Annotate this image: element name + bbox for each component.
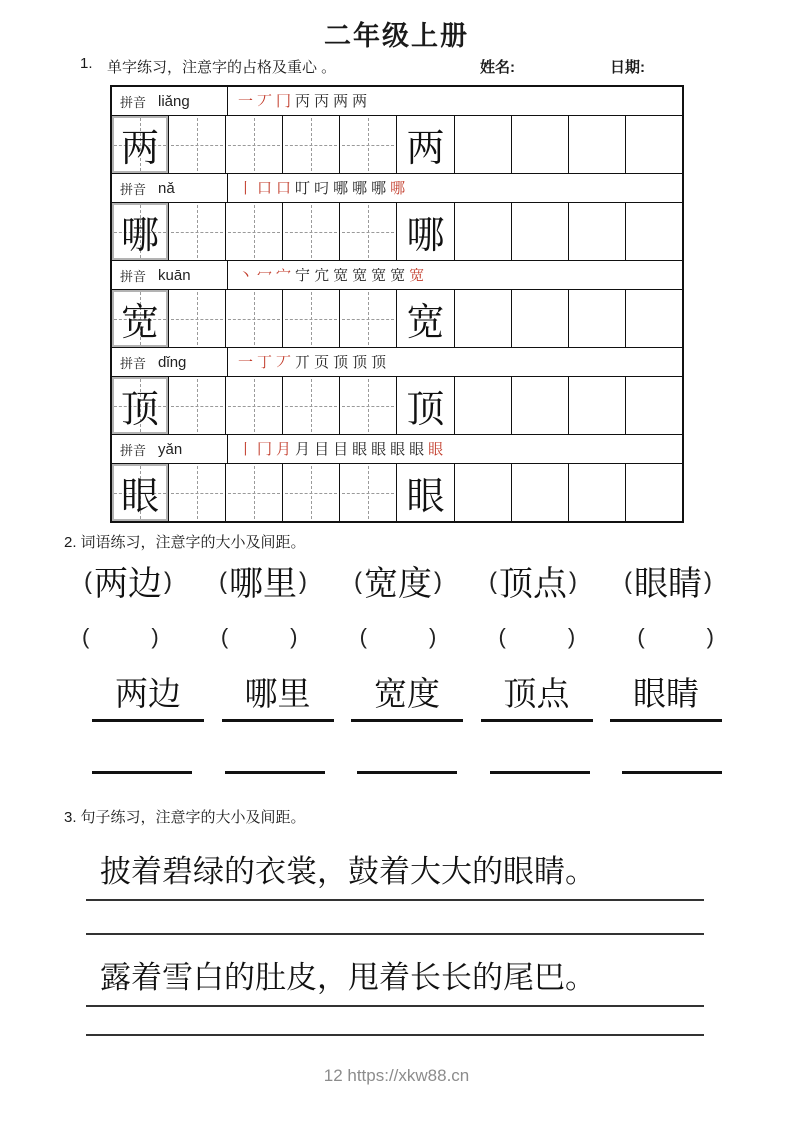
stroke-step: 宽 (390, 267, 406, 283)
stroke-step: 丌 (295, 354, 311, 370)
practice-cell (340, 290, 397, 347)
footer-watermark: 12 https://xkw88.cn (323, 1066, 470, 1085)
stroke-step: 目 (314, 441, 330, 457)
practice-cell (226, 203, 283, 260)
close-paren: ) (164, 568, 172, 595)
stroke-step: 宁 (295, 267, 311, 283)
practice-cell (112, 464, 169, 521)
empty-parens-row (82, 624, 714, 650)
practice-cell (455, 377, 512, 434)
stroke-step: 页 (314, 354, 330, 370)
practice-cell (283, 116, 340, 173)
stroke-step: 丶 (238, 267, 254, 283)
practice-cell (455, 203, 512, 260)
stroke-order-cell (228, 94, 682, 109)
stroke-step: 一 (238, 354, 254, 370)
practice-cell (112, 290, 169, 347)
paren-word (352, 556, 444, 605)
practice-cell (283, 203, 340, 260)
stroke-step: 丨 (238, 180, 254, 196)
stroke-step: 口 (257, 180, 273, 196)
stroke-step: 两 (352, 93, 368, 109)
empty-paren-slot (221, 624, 298, 650)
empty-paren-slot (82, 624, 159, 650)
stroke-step: 眼 (390, 441, 406, 457)
practice-cell (226, 464, 283, 521)
section-1-title: 单字练习，注意字的占格及重心 。 (107, 59, 337, 76)
stroke-step: 眼 (371, 441, 387, 457)
stroke-order-cell (228, 355, 682, 370)
practice-cell (397, 290, 454, 347)
pinyin-row (112, 348, 682, 377)
close-paren: ) (428, 624, 437, 649)
stroke-step: 丆 (276, 354, 292, 370)
demo-character: 眼 (121, 474, 160, 518)
stroke-step: 丁 (257, 354, 273, 370)
practice-grid-row (112, 290, 682, 348)
pinyin-row (112, 174, 682, 203)
practice-cell (512, 116, 569, 173)
practice-cell (455, 464, 512, 521)
practice-cell (112, 377, 169, 434)
close-paren: ) (706, 624, 714, 649)
stroke-step: 叮 (295, 180, 311, 196)
open-paren: ( (637, 624, 645, 649)
stroke-step: 眼 (352, 441, 368, 457)
stroke-step: 哪 (352, 180, 368, 196)
section-1-number: 1. (80, 55, 93, 72)
practice-cell (626, 377, 682, 434)
demo-character: 眼 (406, 474, 445, 518)
stroke-order-cell (228, 442, 682, 457)
pinyin-row (112, 435, 682, 464)
practice-cell (397, 377, 454, 434)
practice-cell (512, 464, 569, 521)
character-block (112, 174, 682, 261)
section-3-title: 句子练习，注意字的大小及间距。 (80, 809, 306, 826)
pinyin-row (112, 261, 682, 290)
section-3-number: 3. (64, 809, 77, 826)
practice-cell (226, 377, 283, 434)
practice-cell (455, 290, 512, 347)
underlined-word: 哪里 (222, 668, 334, 722)
sentence-line-1: 披着碧绿的衣裳，鼓着大大的眼睛。 (86, 840, 704, 901)
practice-cell (569, 203, 626, 260)
practice-cell (569, 464, 626, 521)
close-paren: ) (299, 568, 307, 595)
stroke-step: 宽 (371, 267, 387, 283)
close-paren: ) (434, 568, 442, 595)
pinyin-text: liǎng (158, 92, 190, 110)
stroke-step: 哪 (333, 180, 349, 196)
stroke-step: 宀 (276, 267, 292, 283)
pinyin-text: kuān (158, 266, 191, 284)
underlined-words-row (92, 668, 722, 722)
pinyin-label-cell (112, 348, 228, 376)
practice-cell (169, 290, 226, 347)
underlined-word: 宽度 (351, 668, 463, 722)
demo-character: 顶 (406, 387, 445, 431)
stroke-step: 眼 (428, 441, 444, 457)
stroke-step: 宽 (352, 267, 368, 283)
stroke-step: 顶 (371, 354, 387, 370)
practice-cell (626, 203, 682, 260)
character-block (112, 261, 682, 348)
section-2-title: 词语练习，注意字的大小及间距。 (80, 534, 306, 551)
practice-cell (169, 464, 226, 521)
stroke-step: 一 (238, 93, 254, 109)
stroke-step: 口 (276, 180, 292, 196)
underlined-word: 眼睛 (610, 668, 722, 722)
date-label: 日期: (610, 59, 645, 76)
practice-grid-row (112, 116, 682, 174)
close-paren: ) (290, 624, 298, 649)
stroke-step: 冂 (257, 441, 273, 457)
practice-cell (512, 290, 569, 347)
practice-cell (626, 116, 682, 173)
pinyin-label: 拼音 (120, 181, 147, 197)
practice-grid-row (112, 377, 682, 435)
empty-paren-slot (498, 624, 575, 650)
pinyin-text: yǎn (158, 440, 183, 458)
practice-cell (340, 116, 397, 173)
paren-word (217, 556, 309, 605)
demo-character: 哪 (121, 213, 160, 257)
pinyin-label-cell (112, 435, 228, 463)
word-text: 哪里 (229, 564, 297, 604)
practice-cell (283, 377, 340, 434)
pinyin-text: nǎ (158, 179, 175, 197)
close-paren: ) (567, 624, 576, 649)
stroke-step: 两 (333, 93, 349, 109)
section-2-heading (64, 531, 306, 552)
stroke-step: 顶 (352, 354, 368, 370)
practice-cell (169, 203, 226, 260)
stroke-step: 月 (295, 441, 311, 457)
practice-cell (226, 290, 283, 347)
word-text: 宽度 (364, 564, 432, 604)
stroke-step: 目 (333, 441, 349, 457)
practice-cell (626, 290, 682, 347)
practice-cell (169, 116, 226, 173)
open-paren: ( (359, 624, 367, 649)
paren-word (622, 556, 714, 605)
practice-grid-row (112, 464, 682, 521)
practice-cell (512, 377, 569, 434)
stroke-step: 宽 (333, 267, 349, 283)
stroke-step: 月 (276, 441, 292, 457)
open-paren: ( (220, 624, 229, 649)
word-text: 眼睛 (634, 564, 702, 604)
stroke-step: 哪 (371, 180, 387, 196)
open-paren: ( (354, 568, 362, 595)
character-block (112, 87, 682, 174)
empty-word-line (225, 735, 325, 774)
demo-character: 哪 (406, 213, 445, 257)
empty-sentence-line-2 (86, 996, 704, 1036)
empty-word-line (357, 735, 457, 774)
demo-character: 两 (121, 126, 160, 170)
practice-cell (283, 290, 340, 347)
pinyin-label-cell (112, 174, 228, 202)
section-2-number: 2. (64, 534, 77, 551)
empty-sentence-line-1 (86, 895, 704, 935)
stroke-step: 丨 (238, 441, 254, 457)
close-paren: ) (569, 568, 577, 595)
empty-paren-slot (637, 624, 714, 650)
practice-cell (397, 203, 454, 260)
pinyin-label: 拼音 (120, 355, 147, 371)
section-3-heading (64, 806, 306, 827)
empty-word-line (92, 735, 192, 774)
paren-words-row (82, 556, 714, 605)
practice-table (110, 85, 684, 523)
paren-word (487, 556, 579, 605)
pinyin-label-cell (112, 87, 228, 115)
practice-cell (397, 116, 454, 173)
demo-character: 宽 (121, 300, 160, 344)
pinyin-label: 拼音 (120, 94, 147, 110)
underlined-word: 顶点 (481, 668, 593, 722)
practice-cell (112, 203, 169, 260)
stroke-step: 冖 (257, 267, 273, 283)
practice-cell (626, 464, 682, 521)
demo-character: 顶 (121, 387, 160, 431)
practice-cell (340, 377, 397, 434)
demo-character: 两 (406, 126, 445, 170)
practice-cell (569, 377, 626, 434)
stroke-step: 眼 (409, 441, 425, 457)
open-paren: ( (498, 624, 506, 649)
sentence-line-2: 露着雪白的肚皮，甩着长长的尾巴。 (86, 946, 704, 1007)
empty-word-line (490, 735, 590, 774)
open-paren: ( (219, 568, 227, 595)
stroke-step: 冂 (276, 93, 292, 109)
practice-cell (569, 290, 626, 347)
pinyin-label-cell (112, 261, 228, 289)
practice-cell (569, 116, 626, 173)
pinyin-label: 拼音 (120, 268, 147, 284)
paren-word (82, 556, 174, 605)
practice-cell (512, 203, 569, 260)
open-paren: ( (82, 624, 90, 649)
empty-word-lines-row (92, 735, 722, 774)
open-paren: ( (489, 568, 497, 595)
stroke-order-cell (228, 181, 682, 196)
pinyin-label: 拼音 (120, 442, 147, 458)
open-paren: ( (84, 568, 92, 595)
stroke-step: 丆 (257, 93, 273, 109)
underlined-word: 两边 (92, 668, 204, 722)
character-block (112, 435, 682, 521)
word-text: 两边 (94, 564, 162, 604)
stroke-step: 宂 (314, 267, 330, 283)
practice-cell (340, 203, 397, 260)
close-paren: ) (151, 624, 159, 649)
close-paren: ) (704, 568, 712, 595)
practice-cell (455, 116, 512, 173)
stroke-step: 叼 (314, 180, 330, 196)
stroke-step: 丙 (295, 93, 311, 109)
stroke-step: 哪 (390, 180, 406, 196)
page-title: 二年级上册 (324, 21, 469, 51)
open-paren: ( (624, 568, 632, 595)
practice-cell (340, 464, 397, 521)
word-text: 顶点 (499, 564, 567, 604)
practice-cell (226, 116, 283, 173)
practice-cell (169, 377, 226, 434)
stroke-step: 宽 (409, 267, 425, 283)
demo-character: 宽 (406, 300, 445, 344)
character-block (112, 348, 682, 435)
name-label: 姓名: (480, 59, 515, 76)
pinyin-row (112, 87, 682, 116)
practice-cell (283, 464, 340, 521)
practice-cell (112, 116, 169, 173)
stroke-step: 顶 (333, 354, 349, 370)
empty-word-line (622, 735, 722, 774)
stroke-order-cell (228, 268, 682, 283)
stroke-step: 丙 (314, 93, 330, 109)
practice-cell (397, 464, 454, 521)
practice-grid-row (112, 203, 682, 261)
pinyin-text: dǐng (158, 353, 187, 371)
empty-paren-slot (360, 624, 437, 650)
